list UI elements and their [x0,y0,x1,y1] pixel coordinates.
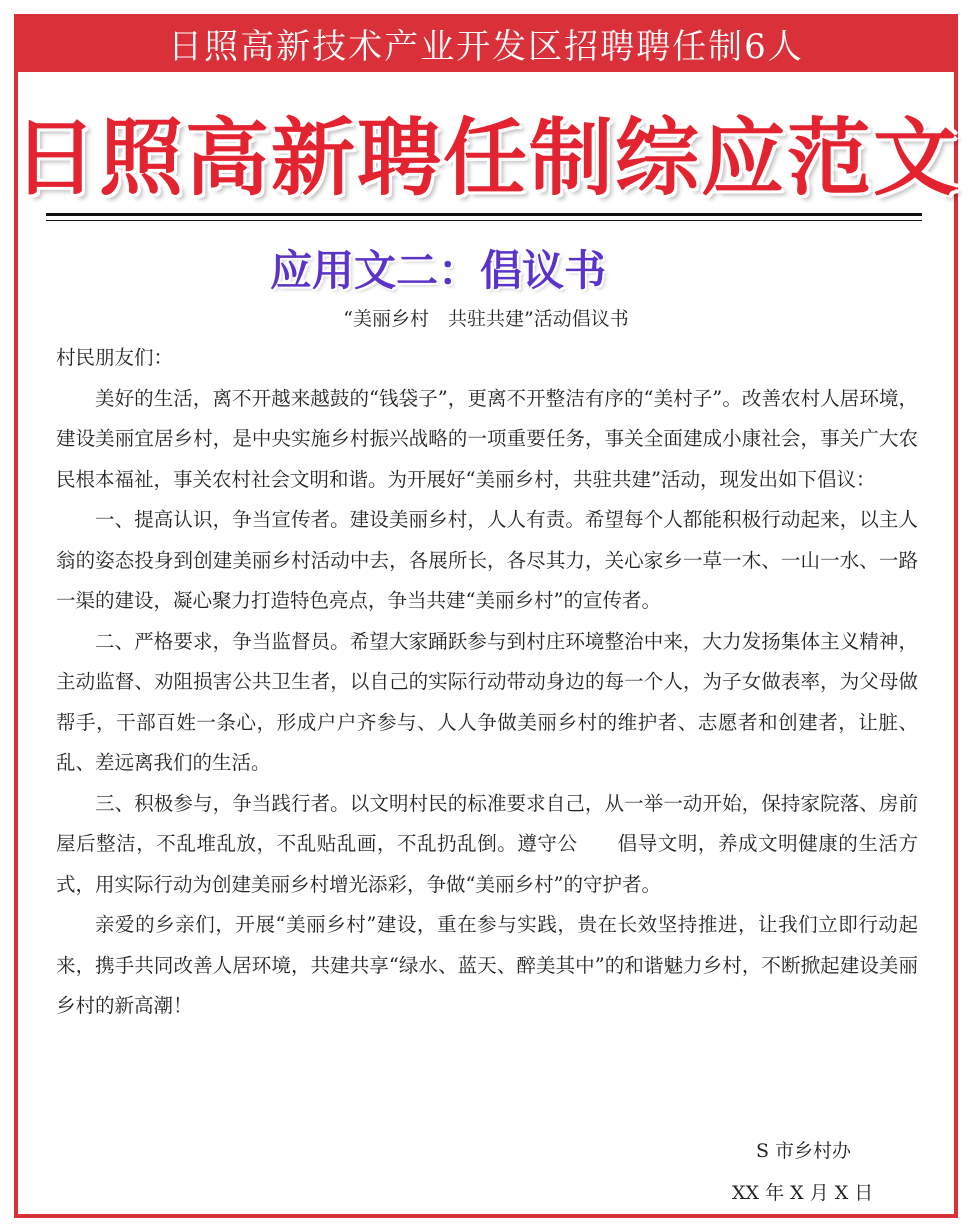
document-body [56,338,918,1027]
top-banner [14,14,958,72]
paragraph-point-3: 三、积极参与，争当践行者。以文明村民的标准要求自己，从一举一动开始，保持家院落、房前屋后整洁，不乱堆乱放，不乱贴乱画，不乱扔乱倒。遵守公 倡导文明，养成文明健康的生活方式，用实际行动为创建美丽乡村增光添彩，争做“美丽乡村”的守护者。 [56,791,918,896]
paragraph-intro: 美好的生活，离不开越来越鼓的“钱袋子”，更离不开整洁有序的“美村子”。改善农村人居环境，建设美丽宜居乡村，是中央实施乡村振兴战略的一项重要任务，事关全面建成小康社会，事关广大农民根本福祉，事关农村社会文明和谐。为开展好“美丽乡村，共驻共建”活动，现发出如下倡议： [56,386,918,491]
section-subheading: 应用文二：倡议书 [270,246,607,295]
divider-thick [46,213,922,216]
signature-date: XX 年 X 月 X 日 [732,1182,874,1204]
salutation: 村民朋友们： [56,346,174,369]
divider-thin [46,220,922,221]
paragraph-point-2: 二、严格要求，争当监督员。希望大家踊跃参与到村庄环境整治中来，大力发扬集体主义精神，主动监督、劝阻损害公共卫生者，以自己的实际行动带动身边的每一个人，为子女做表率，为父母做帮手，干部百姓一条心，形成户户齐参与、人人争做美丽乡村的维护者、志愿者和创建者，让脏、乱、差远离我们的生活。 [56,629,918,774]
signature: S 市乡村办 [756,1140,852,1162]
paragraph-point-1: 一、提高认识，争当宣传者。建设美丽乡村，人人有责。希望每个人都能积极行动起来，以主人翁的姿态投身到创建美丽乡村活动中去，各展所长，各尽其力，关心家乡一草一木、一山一水、一路一渠的建设，凝心聚力打造特色亮点，争当共建“美丽乡村”的宣传者。 [56,508,918,612]
paragraph-closing: 亲爱的乡亲们，开展“美丽乡村”建设，重在参与实践，贵在长效坚持推进，让我们立即行动起来，携手共同改善人居环境，共建共享“绿水、蓝天、醉美其中”的和谐魅力乡村，不断掀起建设美丽乡村的新高潮！ [56,913,918,1017]
banner-title: 日照高新技术产业开发区招聘聘任制6人 [168,26,804,67]
document-title: “美丽乡村 共驻共建”活动倡议书 [343,308,629,330]
headline-title: 日照高新聘任制综应范文 [13,108,960,207]
